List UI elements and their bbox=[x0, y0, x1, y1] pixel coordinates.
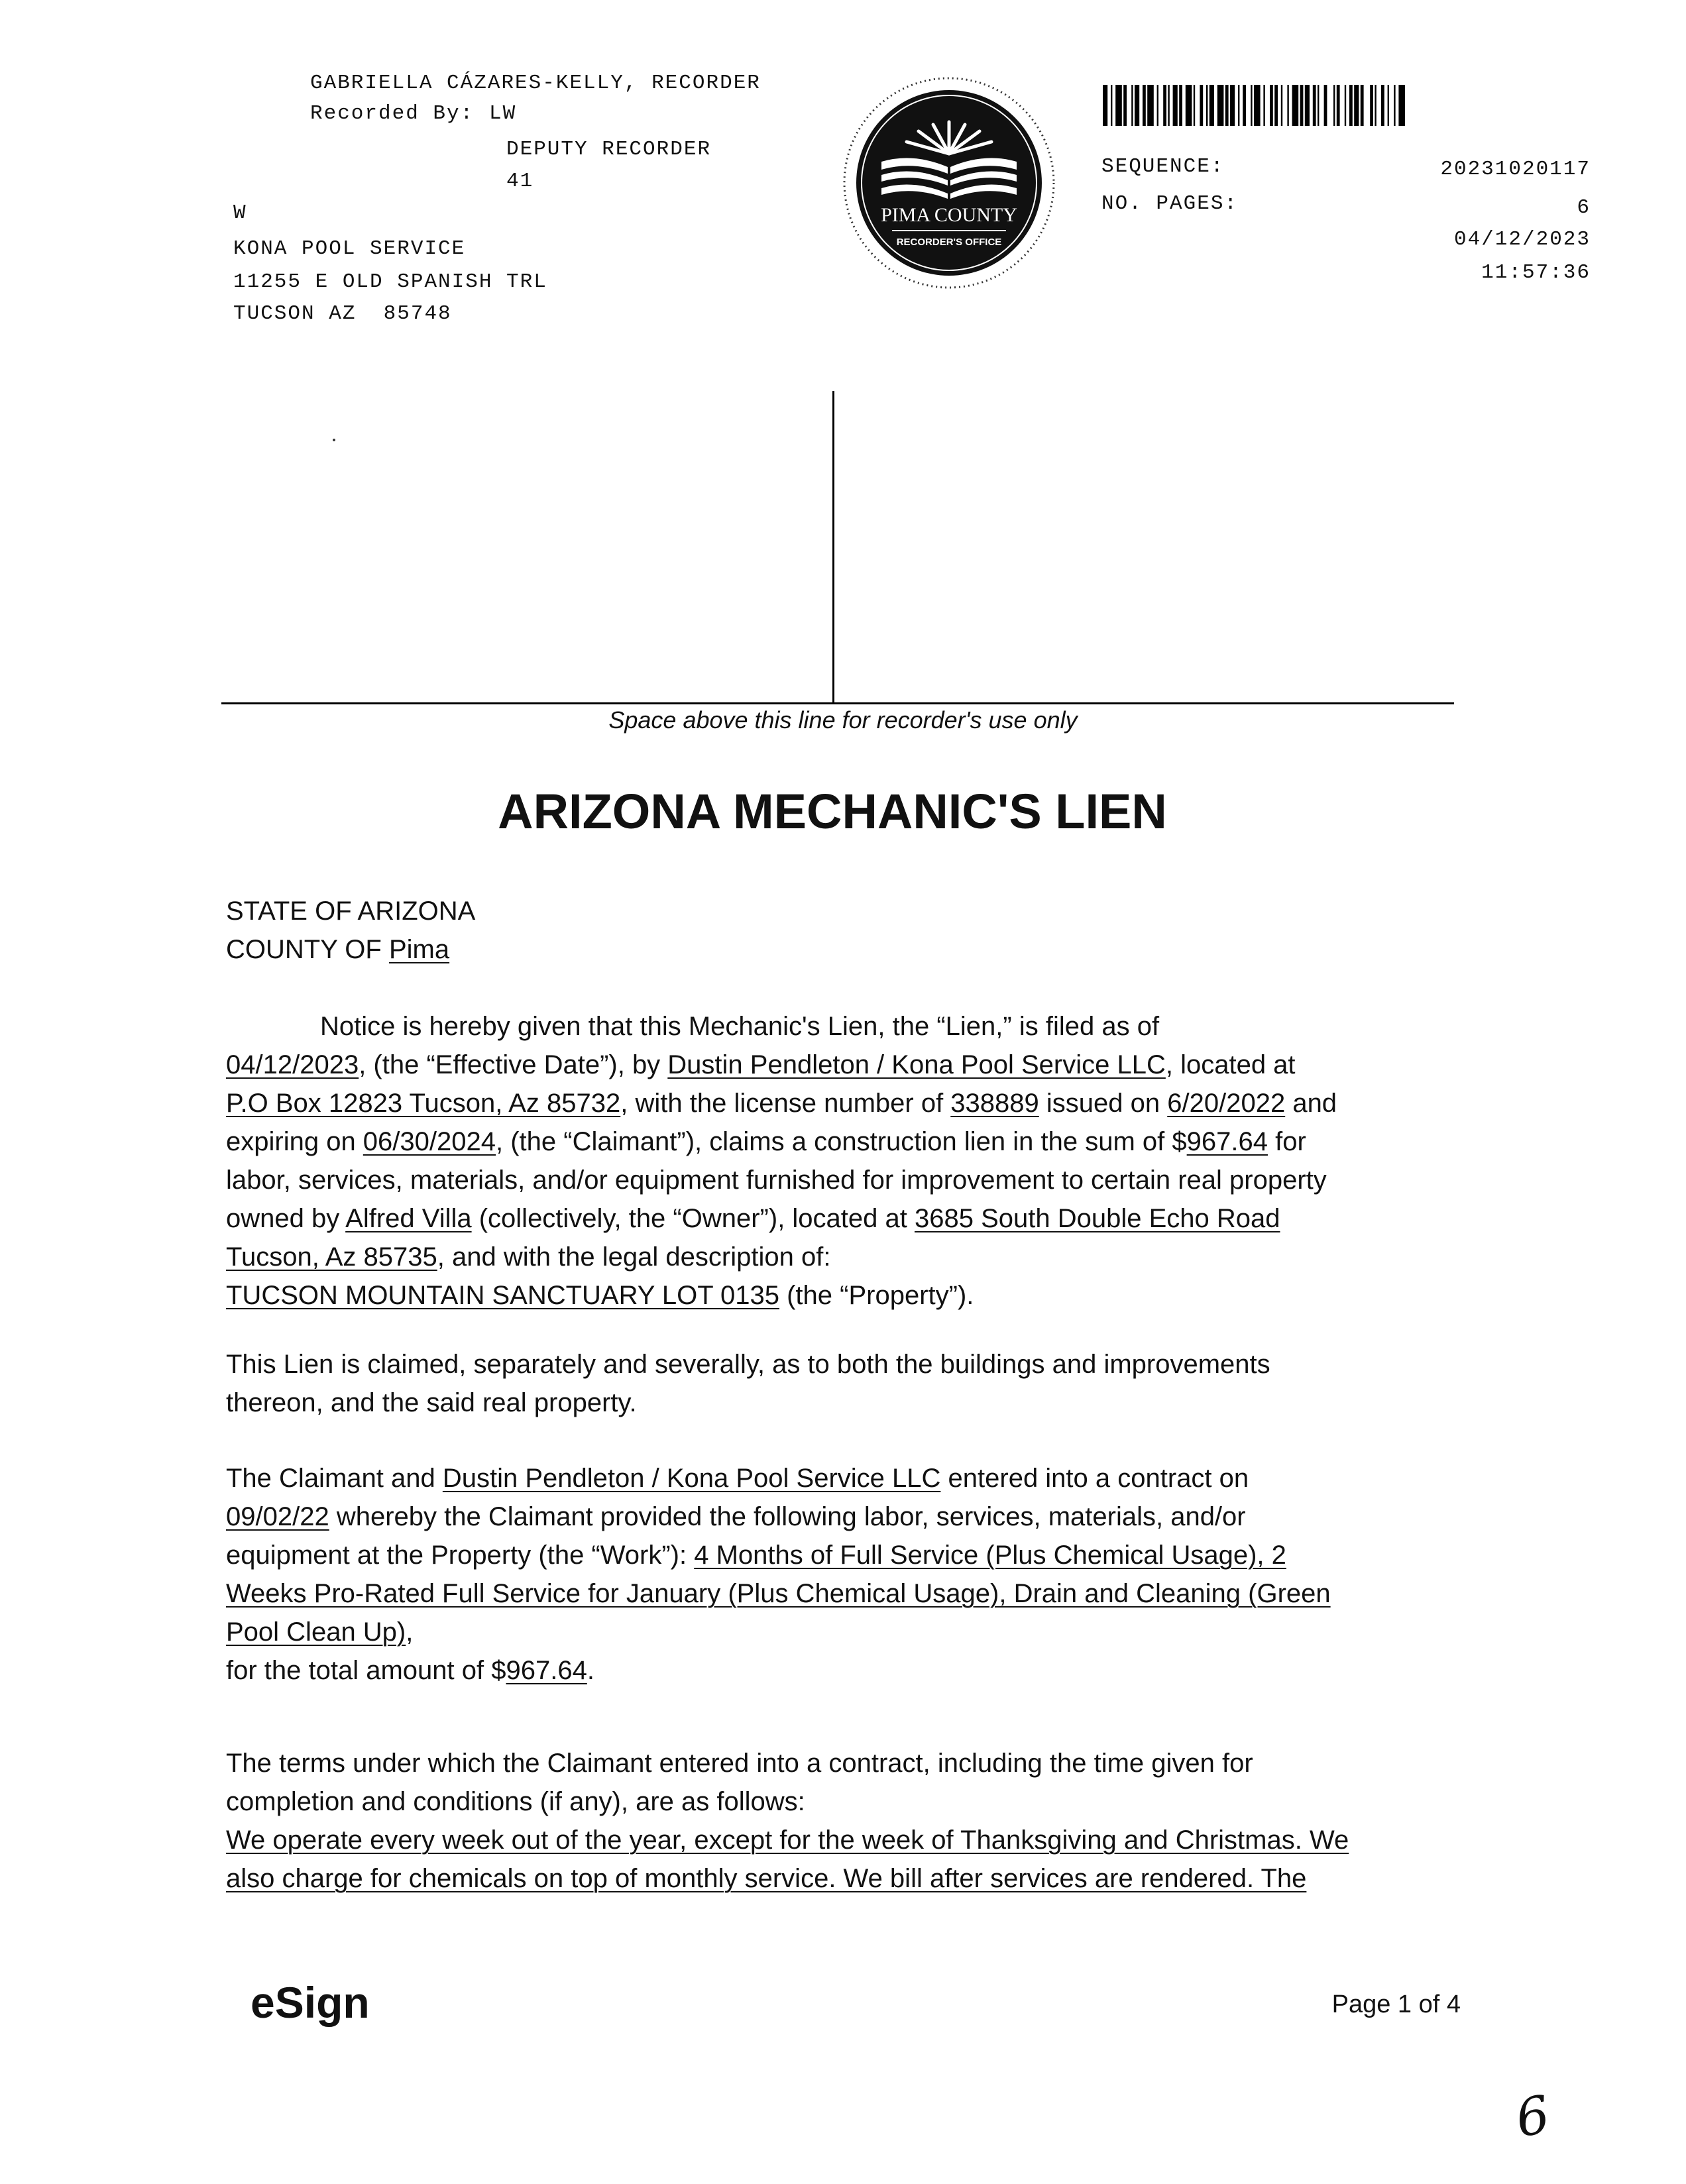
recorder-name: GABRIELLA CÁZARES-KELLY, RECORDER bbox=[310, 72, 761, 95]
barcode bbox=[1103, 85, 1551, 126]
claimant-address: P.O Box 12823 Tucson, Az 85732 bbox=[226, 1089, 621, 1118]
recorder-space-line bbox=[221, 702, 1454, 704]
legal-description: TUCSON MOUNTAIN SANCTUARY LOT 0135 bbox=[226, 1281, 779, 1310]
pages-value: 6 bbox=[1577, 196, 1591, 219]
claim-paragraph: This Lien is claimed, separately and severally, as to both the buildings and improvements thereon, and the said real property. bbox=[226, 1350, 1270, 1417]
return-name: KONA POOL SERVICE bbox=[233, 237, 466, 260]
recorded-by-value: LW bbox=[489, 102, 517, 125]
recorder-space-note: Space above this line for recorder's use only bbox=[608, 706, 1078, 734]
document-title: ARIZONA MECHANIC'S LIEN bbox=[498, 784, 1167, 839]
property-address-1: 3685 South Double Echo Road bbox=[915, 1204, 1280, 1233]
sequence-label: SEQUENCE: bbox=[1101, 155, 1225, 178]
work-description-1: 4 Months of Full Service (Plus Chemical Usage), 2 bbox=[694, 1541, 1286, 1570]
contract-party: Dustin Pendleton / Kona Pool Service LLC bbox=[442, 1464, 941, 1493]
return-city: TUCSON AZ 85748 bbox=[233, 302, 452, 325]
code-letter: W bbox=[233, 201, 247, 225]
seal-line1: PIMA COUNTY bbox=[881, 204, 1017, 226]
sequence-value: 20231020117 bbox=[1440, 158, 1591, 181]
notice-paragraph: Notice is hereby given that this Mechanic's Lien, the “Lien,” is filed as of 04/12/2023, (the “Effective Date”), by Dustin Pendleton / Kona Pool Service LLC, located at P.O Box 12823 Tucson, Az 85732, with the license number of 338889 issued on 6/20/2022 and expiring on 06/30/2024, (the “Claimant”), claims a construction lien in the sum of $967.64 for labor, services, materials, and/or equipment furnished for improvement to certain real property owned by Alfred Villa (collectively, the “Owner”), located at 3685 South Double Echo Road Tucson, Az 85735, and with the legal description of: TUCSON MOUNTAIN SANCTUARY LOT 0135 (the “Property”). bbox=[226, 1012, 1337, 1310]
license-expires: 06/30/2024 bbox=[363, 1127, 496, 1156]
license-issued: 6/20/2022 bbox=[1167, 1089, 1286, 1118]
license-number: 338889 bbox=[950, 1089, 1039, 1118]
recorded-time: 11:57:36 bbox=[1481, 261, 1591, 284]
page-number: Page 1 of 4 bbox=[1331, 1991, 1461, 2018]
owner-name: Alfred Villa bbox=[345, 1204, 472, 1233]
deputy-number: 41 bbox=[506, 170, 534, 193]
contract-date: 09/02/22 bbox=[226, 1502, 329, 1531]
terms-text-2: also charge for chemicals on top of monthly service. We bill after services are rendered. The bbox=[226, 1864, 1307, 1893]
claimant-name: Dustin Pendleton / Kona Pool Service LLC bbox=[667, 1050, 1166, 1079]
pages-label: NO. PAGES: bbox=[1101, 192, 1239, 215]
effective-date: 04/12/2023 bbox=[226, 1050, 359, 1079]
deputy-title: DEPUTY RECORDER bbox=[506, 138, 712, 161]
property-address-2: Tucson, Az 85735 bbox=[226, 1242, 437, 1272]
county-value: Pima bbox=[388, 935, 450, 964]
stray-dot bbox=[333, 439, 335, 441]
work-description-3: Pool Clean Up) bbox=[226, 1617, 406, 1647]
lien-amount: 967.64 bbox=[1186, 1127, 1268, 1156]
contract-total: 967.64 bbox=[506, 1656, 587, 1685]
return-street: 11255 E OLD SPANISH TRL bbox=[233, 270, 547, 294]
esign-logo: eSign bbox=[251, 1978, 370, 2027]
venue-state: STATE OF ARIZONA bbox=[226, 897, 476, 926]
recorded-by-label: Recorded By: bbox=[310, 102, 475, 125]
handwritten-page-mark: 6 bbox=[1511, 2085, 1555, 2150]
recorder-space-divider bbox=[832, 391, 834, 702]
venue-county: COUNTY OF Pima bbox=[226, 935, 450, 964]
seal-line2: RECORDER'S OFFICE bbox=[896, 237, 1002, 248]
pima-county-seal bbox=[840, 74, 1058, 292]
recorded-date: 04/12/2023 bbox=[1453, 228, 1591, 251]
terms-text-1: We operate every week out of the year, except for the week of Thanksgiving and Christmas. We bbox=[226, 1826, 1349, 1855]
contract-paragraph: The Claimant and Dustin Pendleton / Kona Pool Service LLC entered into a contract on 09/02/22 whereby the Claimant provided the following labor, services, materials, and/or equipment at the Property (the “Work”): 4 Months of Full Service (Plus Chemical Usage), 2 Weeks Pro-Rated Full Service for January (Plus Chemical Usage), Drain and Cleaning (Green Pool Clean Up), for the total amount of $967.64. bbox=[226, 1464, 1331, 1685]
terms-paragraph: The terms under which the Claimant entered into a contract, including the time given for completion and conditions (if any), are as follows: We operate every week out of the year, except for the week of Thanksgiving and Christmas. We also charge for chemicals on top of monthly service. We bill after services are rendered. The bbox=[226, 1744, 1472, 1898]
work-description-2: Weeks Pro-Rated Full Service for January (Plus Chemical Usage), Drain and Cleaning (Green bbox=[226, 1579, 1331, 1608]
